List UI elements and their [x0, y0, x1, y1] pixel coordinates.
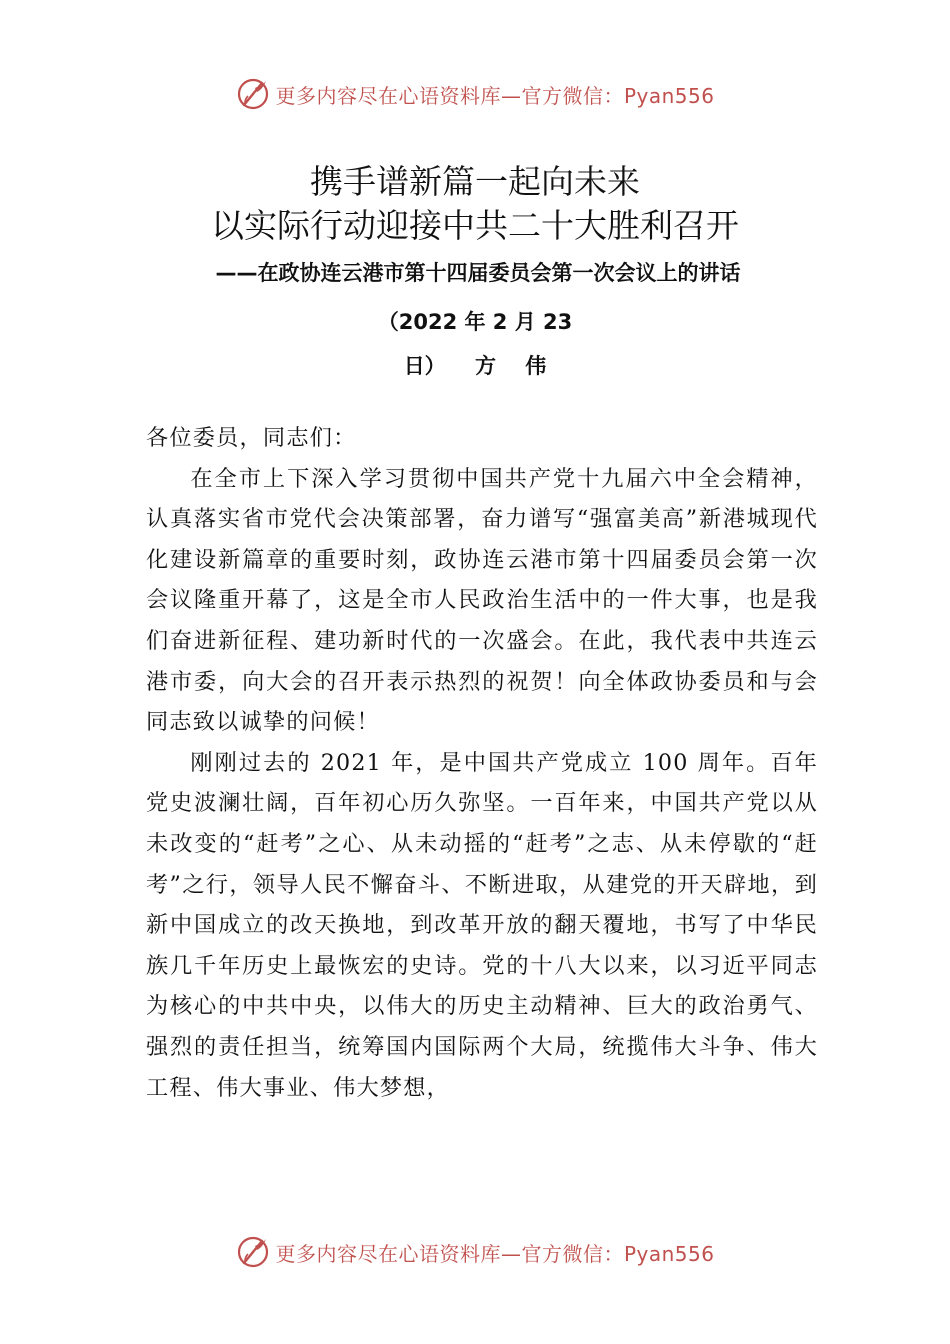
document-title-block	[0, 160, 950, 386]
quill-pen-circle-icon	[235, 76, 271, 112]
banner-text: 更多内容尽在心语资料库—官方微信：Pyan556	[275, 83, 715, 108]
greeting: 各位委员，同志们：	[146, 425, 357, 451]
paragraph-2: 刚刚过去的 2021 年，是中国共产党成立 100 周年。百年党史波澜壮阔，百年初心历久弥坚。一百年来，中国共产党以从未改变的“赶考”之心、从未动摇的“赶考”之志、从未停歇的“赶考”之行，领导人民不懈奋斗、不断进取，从建党的开天辟地，到新中国成立的改天换地，到改革开放的翻天覆地，书写了中华民族几千年历史上最恢宏的史诗。党的十八大以来，以习近平同志为核心的中共中央，以伟大的历史主动精神、巨大的政治勇气、强烈的责任担当，统筹国内国际两个大局，统揽伟大斗争、伟大工程、伟大事业、伟大梦想，	[146, 749, 818, 1101]
title-line-1: 携手谱新篇一起向未来	[310, 162, 640, 201]
subtitle: ——在政协连云港市第十四届委员会第一次会议上的讲话	[215, 261, 741, 285]
title-line-2: 以实际行动迎接中共二十大胜利召开	[211, 206, 739, 245]
date-line: （2022 年 2 月 23	[377, 310, 573, 334]
paragraph-1: 在全市上下深入学习贯彻中国共产党十九届六中全会精神，认真落实省市党代会决策部署，奋力谱写“强富美高”新港城现代化建设新篇章的重要时刻，政协连云港市第十四届委员会第一次会议隆重开幕了，这是全市人民政治生活中的一件大事，也是我们奋进新征程、建功新时代的一次盛会。在此，我代表中共连云港市委，向大会的召开表示热烈的祝贺！向全体政协委员和与会同志致以诚挚的问候！	[146, 465, 818, 736]
speech-body	[146, 418, 818, 1108]
header-watermark-banner	[0, 74, 950, 114]
banner-text-footer: 更多内容尽在心语资料库—官方微信：Pyan556	[275, 1241, 715, 1266]
footer-watermark-banner	[0, 1232, 950, 1272]
quill-pen-circle-icon	[235, 1234, 271, 1270]
date-author-line: 日） 方 伟	[403, 354, 547, 378]
